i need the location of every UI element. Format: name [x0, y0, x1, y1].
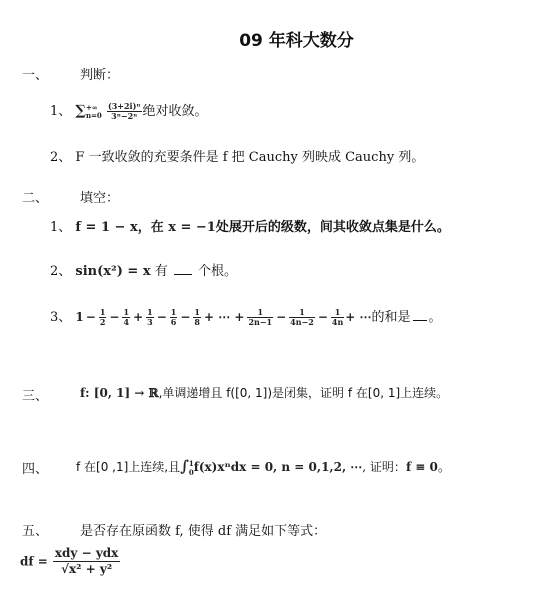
item-text-1: 有	[154, 264, 168, 279]
series-sign: −	[156, 310, 167, 324]
fraction-numerator: 1	[331, 308, 344, 318]
equation-fraction	[53, 546, 120, 577]
fraction-denominator: 2n−1	[248, 317, 273, 327]
series-term-fraction	[107, 102, 142, 121]
series-sign: −	[85, 310, 96, 324]
section-5-equation	[20, 546, 120, 577]
item-text-1: 的和是	[371, 310, 411, 325]
section-3-body	[80, 384, 448, 401]
item-number: 1、	[50, 220, 72, 235]
series-sign: −	[276, 310, 287, 324]
fraction-numerator: 1	[147, 307, 153, 317]
section-2-item-1	[50, 216, 450, 235]
series-sign: −	[109, 310, 120, 324]
item-text: F 一致收敛的充要条件是 f 把 Cauchy 列映成 Cauchy 列。	[75, 150, 425, 165]
series-sign: −	[317, 310, 328, 324]
series-term-fraction	[146, 308, 154, 327]
series-tail: + ⋯	[345, 310, 372, 324]
series-sign: +	[133, 310, 144, 324]
section-3-number: 三、	[22, 389, 49, 404]
math-expression: f = 1 − x，在 x = −1	[75, 220, 216, 235]
equation-lhs: df =	[20, 554, 48, 569]
math-expression: sin(x²) = x	[75, 264, 151, 279]
series-term-fraction	[99, 308, 107, 327]
fraction-denominator: 4	[123, 317, 130, 327]
fraction-numerator: 1	[289, 308, 315, 318]
item-text: 处展开后的级数，间其收敛点集是什么。	[215, 220, 450, 235]
section-5-number: 五、	[22, 524, 49, 539]
integral-symbol: ∫	[180, 457, 189, 475]
fraction-numerator: 1	[170, 307, 177, 317]
series-sign: −	[180, 310, 191, 324]
equation-numerator: xdy − ydx	[54, 546, 119, 560]
item-text: 绝对收敛。	[142, 104, 208, 119]
section-1-item-2	[50, 146, 424, 165]
section-4-number: 四、	[22, 462, 49, 477]
sum-lower-limit: n=0	[85, 110, 102, 120]
fraction-numerator: 1	[123, 307, 130, 317]
fraction-denominator: 3	[147, 317, 153, 327]
series-sign: + ⋯ +	[203, 310, 245, 324]
fraction-denominator: 2	[99, 317, 106, 327]
equation-denominator: √x² + y²	[61, 562, 113, 576]
section-1-number: 一、	[22, 68, 49, 83]
math-conclusion: f ≡ 0	[405, 460, 438, 474]
section-2-item-2	[50, 260, 237, 279]
fraction-denominator: 4n	[331, 317, 344, 327]
item-number: 1、	[50, 104, 72, 119]
series-lead-term: 1	[75, 310, 84, 324]
series-term-fraction	[331, 308, 344, 327]
section-4-text-1: f 在[0 ,1]上连续,且	[76, 460, 181, 474]
section-4-body	[76, 456, 451, 477]
sum-upper-limit: +∞	[85, 102, 98, 112]
series-term-fraction	[289, 308, 315, 327]
series-term-fraction	[122, 308, 130, 327]
fraction-denominator: 6	[170, 317, 177, 327]
fraction-denominator: 8	[194, 317, 200, 327]
answer-blank	[413, 308, 427, 321]
section-3-text: ,单调递增且 f([0, 1])是闭集，证明 f 在[0, 1]上连续。	[158, 386, 449, 400]
integral-upper-limit: 1	[188, 458, 194, 468]
integral-lower-limit: 0	[188, 467, 194, 477]
series-term-fraction	[193, 308, 201, 327]
fraction-numerator: 1	[99, 307, 106, 317]
section-1-heading: 判断：	[80, 68, 120, 83]
series-term-fraction	[170, 308, 178, 327]
section-2-item-3	[50, 306, 442, 327]
math-expression: f: [0, 1] → ℝ	[80, 386, 159, 400]
answer-blank	[174, 262, 192, 275]
math-expression: f(x)xⁿdx = 0, n = 0,1,2, ⋯	[193, 460, 363, 474]
section-4-text-2: , 证明：	[362, 460, 406, 474]
item-number: 3、	[50, 310, 72, 325]
section-2-heading: 填空：	[80, 191, 120, 206]
series-term-fraction	[247, 308, 273, 327]
fraction-numerator: 1	[247, 308, 273, 318]
section-4-text-3: 。	[437, 460, 451, 475]
item-text-2: 个根。	[198, 264, 238, 279]
fraction-numerator: (3+2i)ⁿ	[107, 101, 141, 111]
section-5-text: 是否存在原函数 f, 使得 df 满足如下等式：	[80, 524, 327, 539]
item-number: 2、	[50, 264, 72, 279]
fraction-denominator: 3ⁿ−2ⁿ	[111, 111, 138, 121]
section-1-item-1	[50, 100, 208, 121]
fraction-denominator: 4n−2	[290, 317, 314, 327]
item-number: 2、	[50, 150, 72, 165]
series-terms	[84, 307, 346, 327]
sum-symbol: ∑	[75, 103, 86, 119]
fraction-numerator: 1	[194, 307, 200, 317]
section-2-number: 二、	[22, 191, 49, 206]
page-title: 09 年科大数分	[239, 31, 354, 51]
item-text-2: 。	[428, 310, 442, 325]
